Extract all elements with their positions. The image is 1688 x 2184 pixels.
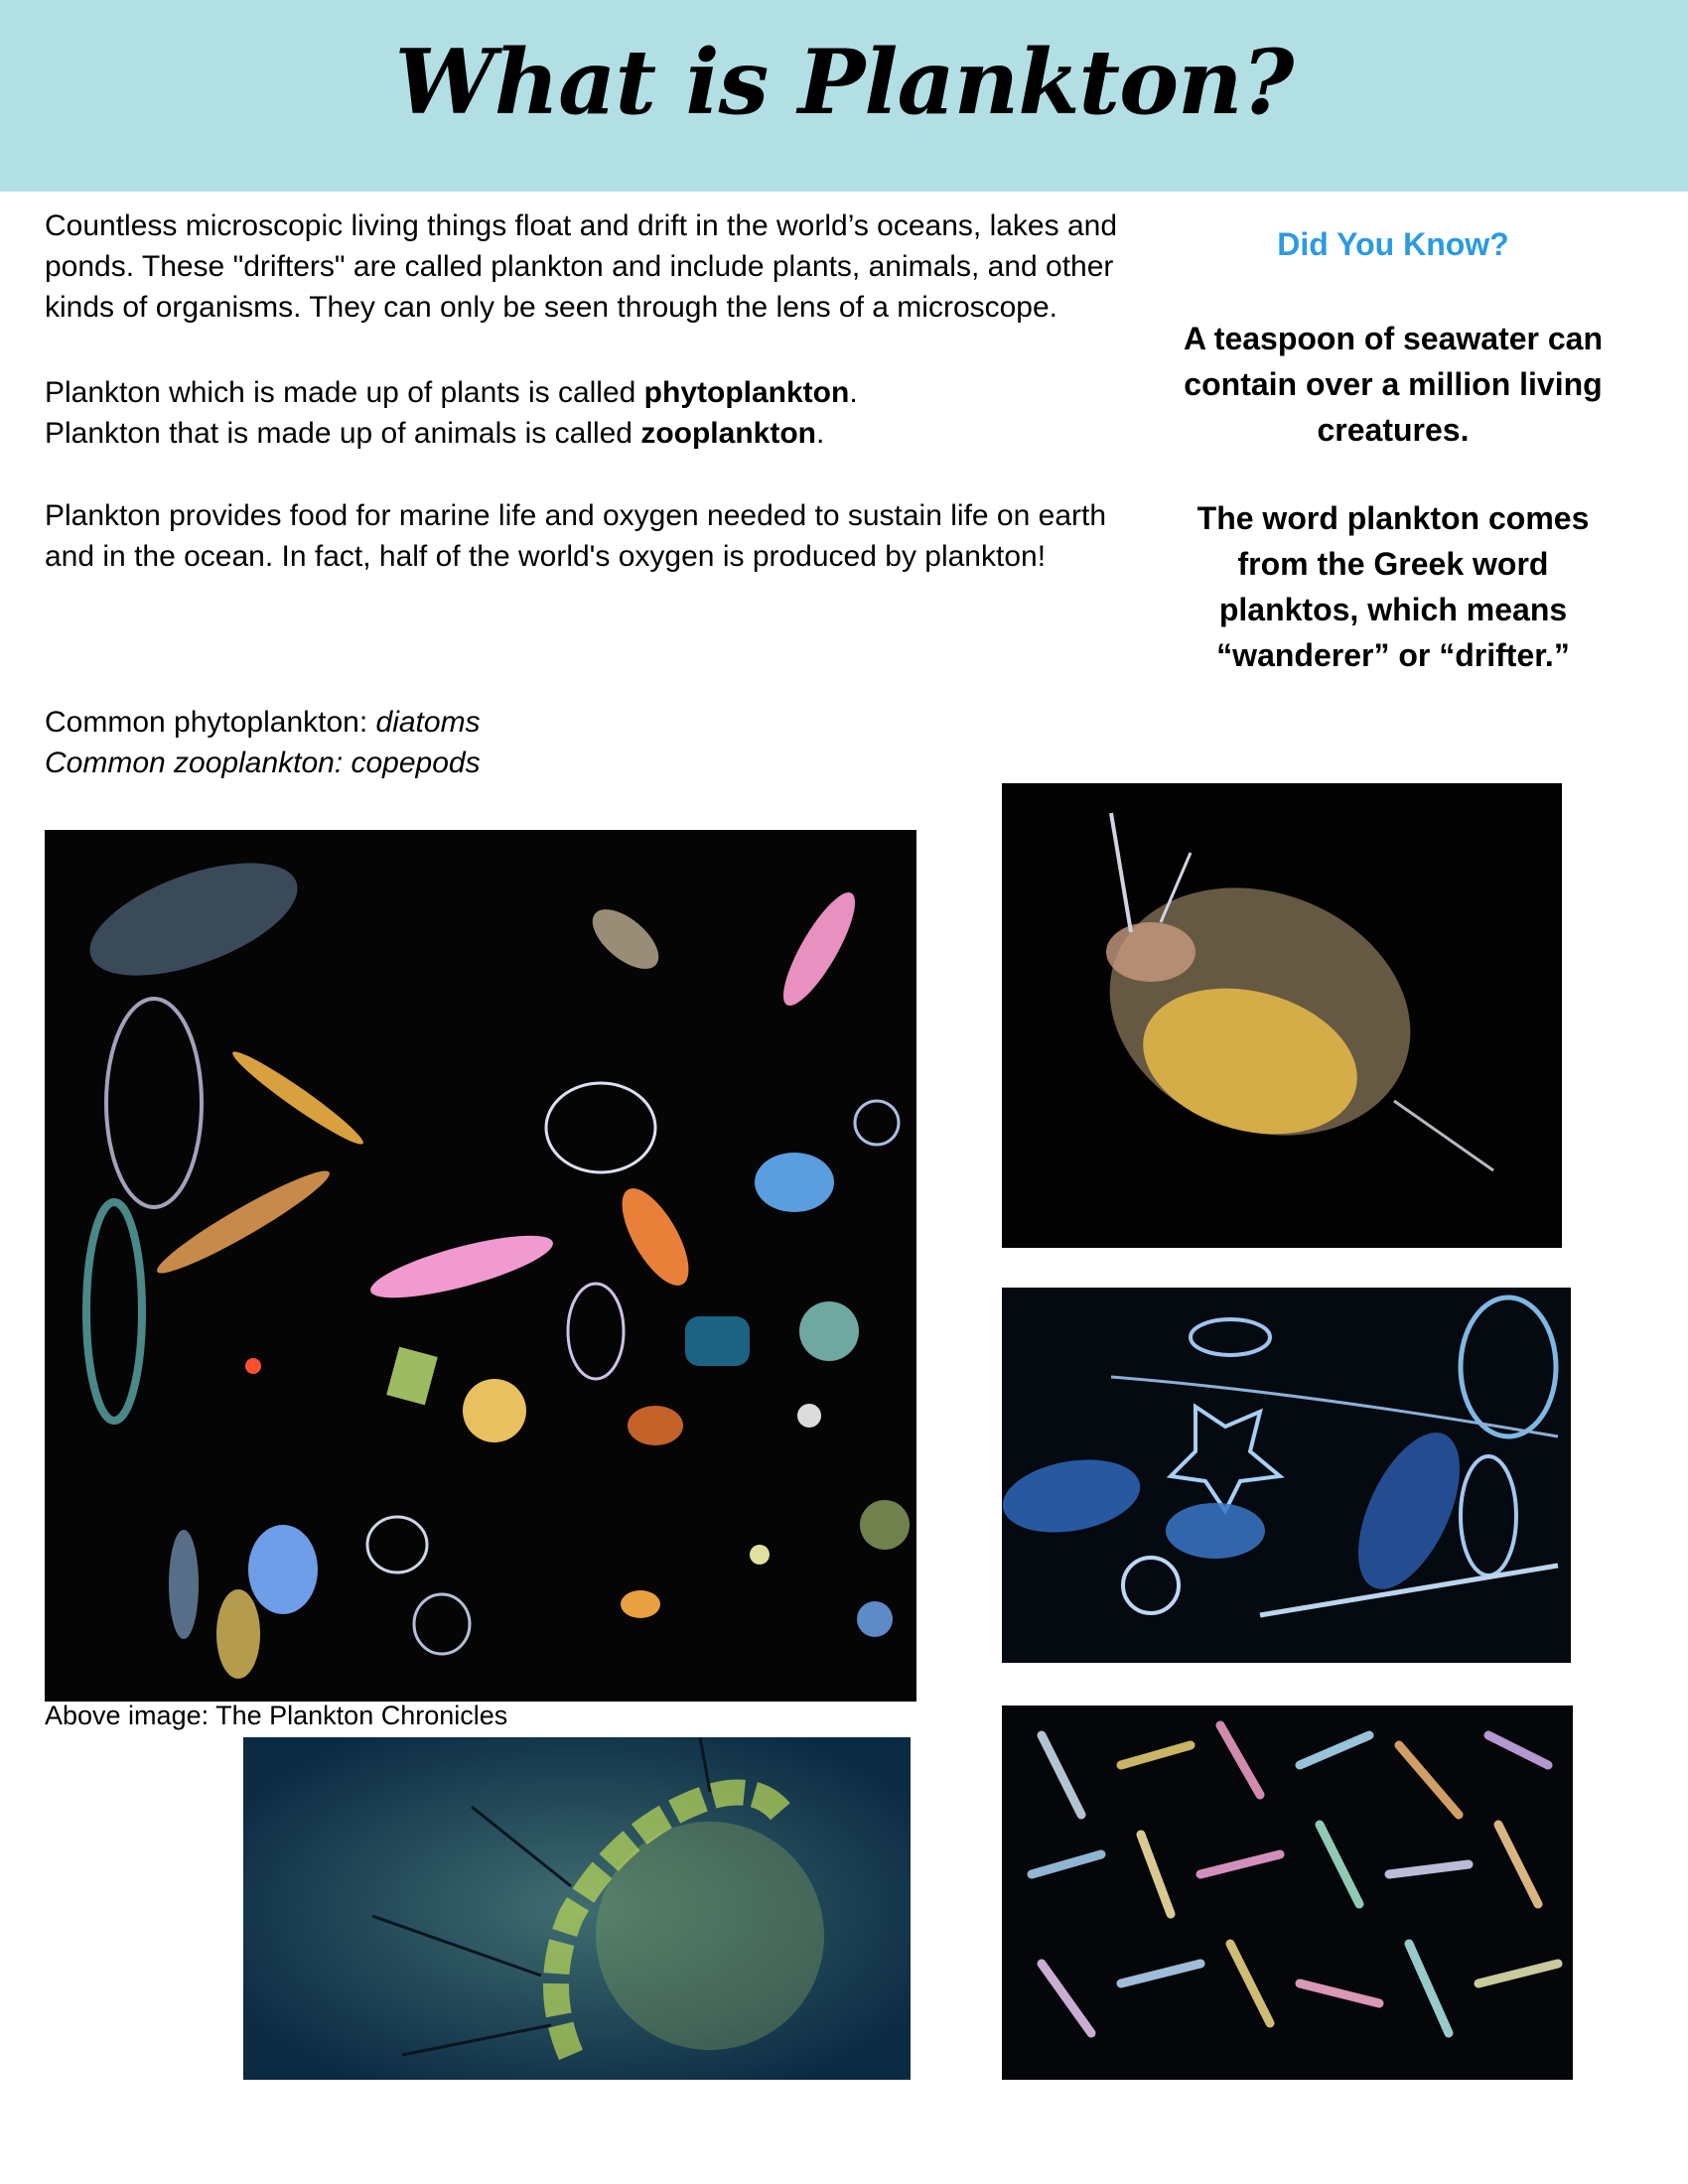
collage-caption: Above image: The Plankton Chronicles	[45, 1701, 508, 1730]
zooplankton-term: zooplankton	[640, 417, 816, 450]
page-title: What is Plankton?	[394, 30, 1294, 135]
oxygen-paragraph: Plankton provides food for marine life and oxygen needed to sustain life on earth and in the ocean. In fact, half of the world's oxygen is produced by plankton!	[45, 499, 1107, 573]
fact-teaspoon: A teaspoon of seawater can contain over a million living creatures.	[1183, 321, 1604, 448]
zoo-prefix: Plankton that is made up of animals is called	[45, 417, 641, 450]
common-phytoplankton	[45, 702, 1157, 743]
zooplankton-definition	[45, 413, 1157, 454]
common-phyto-label: Common phytoplankton:	[45, 706, 376, 739]
common-zooplankton: Common zooplankton: copepods	[45, 747, 481, 779]
phytoplankton-definition	[45, 372, 1157, 413]
phyto-suffix: .	[849, 376, 858, 409]
did-you-know-sidebar	[1170, 0, 1617, 695]
chain-diatom-image	[243, 1737, 911, 2080]
intro-paragraph: Countless microscopic living things float and drift in the world’s oceans, lakes and ponds. These "drifters" are called plankton and include plants, animals, and other kinds of organisms. They can only be seen through the lens of a microscope.	[45, 209, 1117, 324]
phytoplankton-term: phytoplankton	[643, 376, 850, 409]
did-you-know-heading: Did You Know?	[1277, 226, 1509, 262]
water-flea-image	[1002, 783, 1562, 1248]
zoo-suffix: .	[815, 417, 825, 450]
diatoms-image	[1002, 1288, 1571, 1663]
fact-word-origin: The word plankton comes from the Greek word planktos, which means “wanderer” or “drifter.”	[1196, 500, 1590, 673]
pennate-diatoms-image	[1002, 1706, 1573, 2080]
plankton-collage-image	[45, 830, 916, 1702]
common-phyto-value: diatoms	[375, 706, 481, 739]
phyto-prefix: Plankton which is made up of plants is called	[45, 376, 644, 409]
